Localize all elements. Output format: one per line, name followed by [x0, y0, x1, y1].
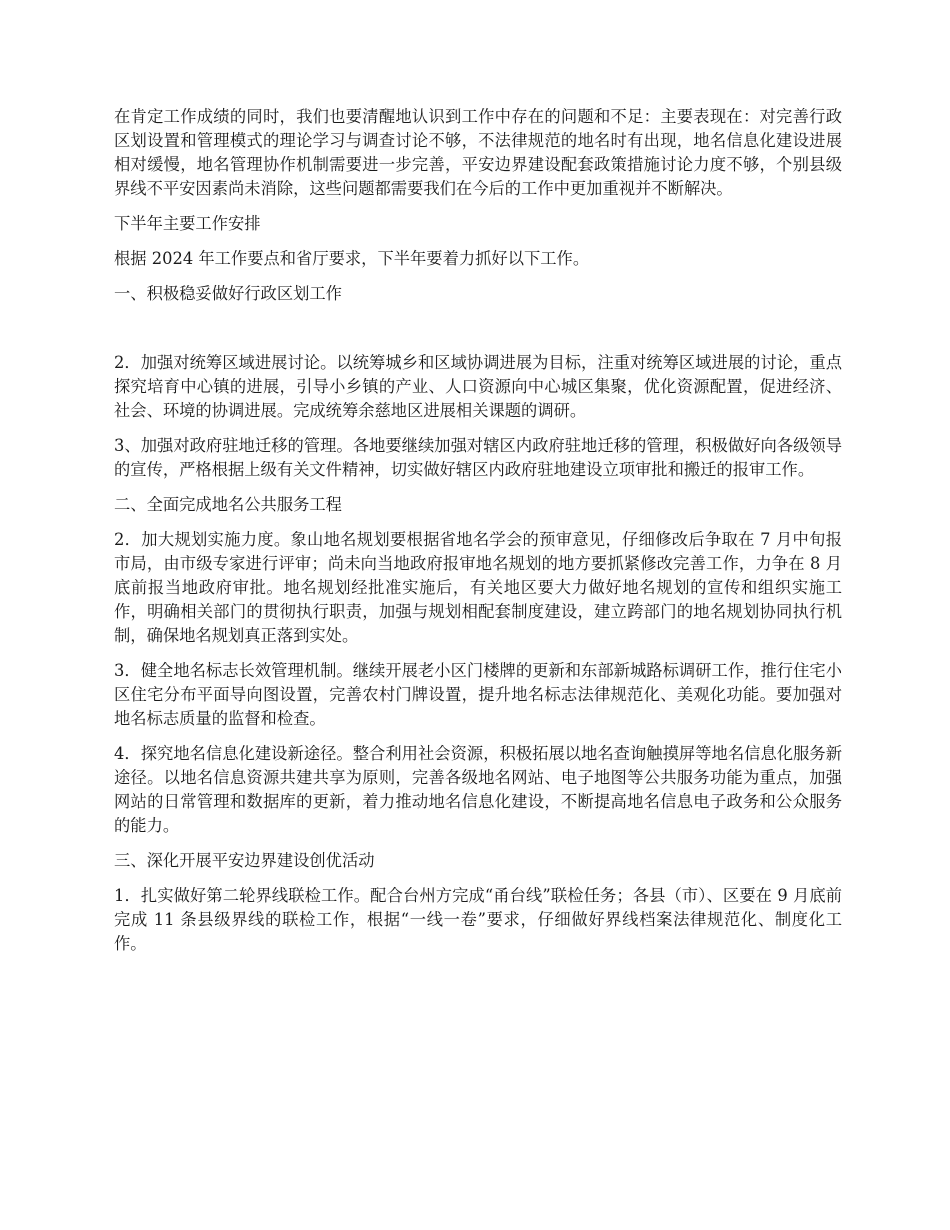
heading-section-1: 一、积极稳妥做好行政区划工作 [114, 284, 342, 303]
blank-space [114, 317, 842, 351]
paragraph-1-3: 3、加强对政府驻地迁移的管理。各地要继续加强对辖区内政府驻地迁移的管理，积极做好向各级领导的宣传，严格根据上级有关文件精神，切实做好辖区内政府驻地建设立项审批和搬迁的报审工作。 [114, 436, 842, 479]
paragraph-2-2: 2．加大规划实施力度。象山地名规划要根据省地名学会的预审意见，仔细修改后争取在 7 月中旬报市局，由市级专家进行评审；尚未向当地政府报审地名规划的地方要抓紧修改完善工作，力争在 8 月底前报当地政府审批。地名规划经批准实施后，有关地区要大力做好地名规划的宣传和组织实施工作，明确相关部门的贯彻执行职责，加强与规划相配套制度建设，建立跨部门的地名规划协同执行机制，确保地名规划真正落到实处。 [114, 530, 842, 645]
paragraph-1-2: 2．加强对统筹区域进展讨论。以统筹城乡和区域协调进展为目标，注重对统筹区域进展的讨论，重点探究培育中心镇的进展，引导小乡镇的产业、人口资源向中心城区集聚，优化资源配置，促进经济、社会、环境的协调进展。完成统筹余慈地区进展相关课题的调研。 [114, 353, 842, 420]
heading-section-3: 三、深化开展平安边界建设创优活动 [114, 851, 375, 870]
paragraph-problems: 在肯定工作成绩的同时，我们也要清醒地认识到工作中存在的问题和不足：主要表现在：对完善行政区划设置和管理模式的理论学习与调查讨论不够，不法律规范的地名时有出现，地名信息化建设进展相对缓慢，地名管理协作机制需要进一步完善，平安边界建设配套政策措施讨论力度不够，个别县级界线不平安因素尚未消除，这些问题都需要我们在今后的工作中更加重视并不断解决。 [114, 107, 842, 198]
document-page [114, 105, 842, 967]
paragraph-2-3: 3．健全地名标志长效管理机制。继续开展老小区门楼牌的更新和东部新城路标调研工作，推行住宅小区住宅分布平面导向图设置，完善农村门牌设置，提升地名标志法律规范化、美观化功能。要加强对地名标志质量的监督和检查。 [114, 661, 842, 728]
heading-second-half-plan: 下半年主要工作安排 [114, 214, 261, 233]
heading-section-2: 二、全面完成地名公共服务工程 [114, 495, 342, 514]
paragraph-2-4: 4．探究地名信息化建设新途径。整合利用社会资源，积极拓展以地名查询触摸屏等地名信息化服务新途径。以地名信息资源共建共享为原则，完善各级地名网站、电子地图等公共服务功能为重点，加强网站的日常管理和数据库的更新，着力推动地名信息化建设，不断提高地名信息电子政务和公众服务的能力。 [114, 744, 842, 835]
paragraph-3-1: 1．扎实做好第二轮界线联检工作。配合台州方完成“甬台线”联检任务；各县（市）、区要在 9 月底前完成 11 条县级界线的联检工作，根据“一线一卷”要求，仔细做好界线档案法律规范化、制度化工作。 [114, 886, 842, 953]
paragraph-intro: 根据 2024 年工作要点和省厅要求，下半年要着力抓好以下工作。 [114, 249, 590, 268]
